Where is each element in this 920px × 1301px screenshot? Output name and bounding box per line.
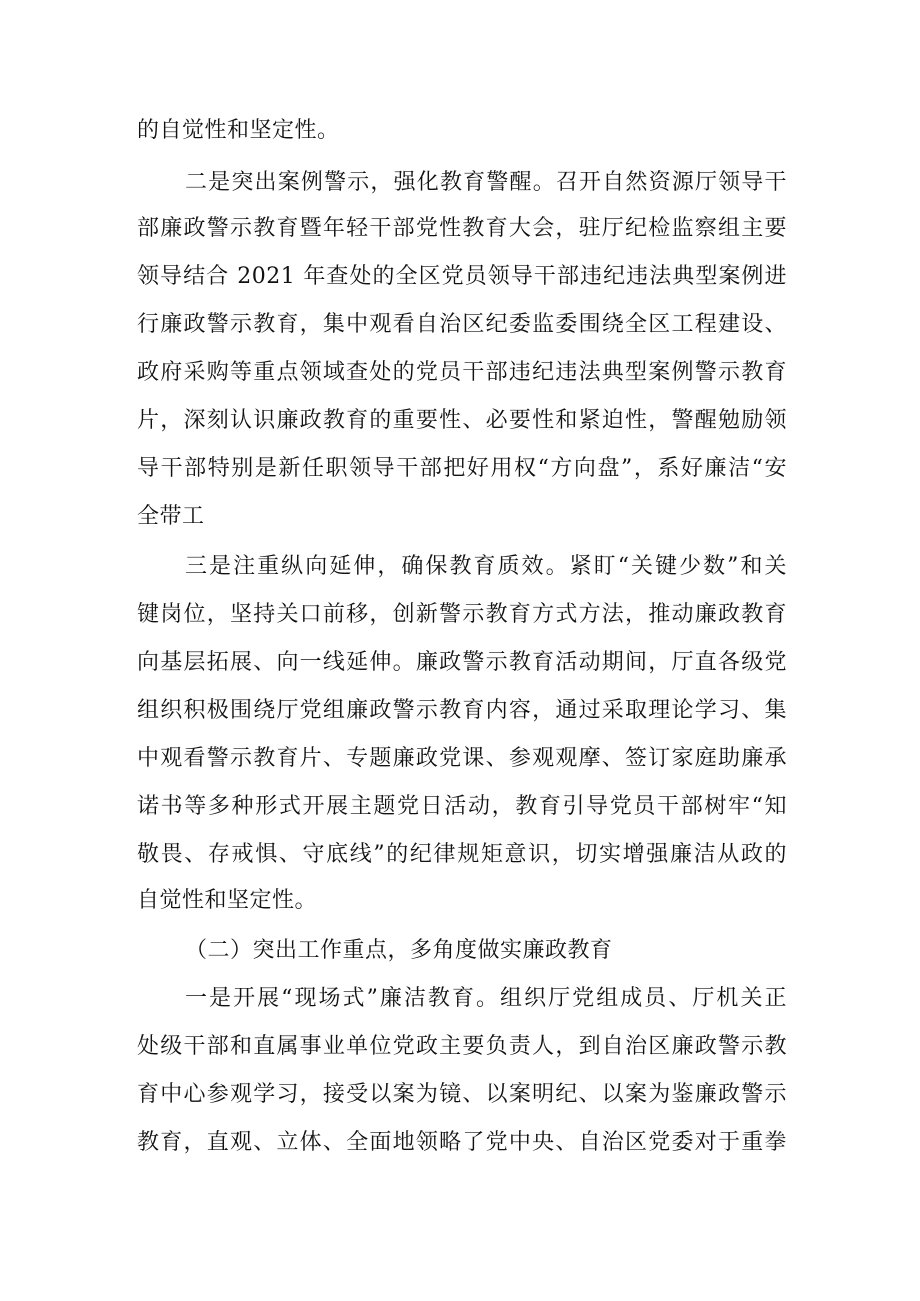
paragraph-line: 部廉政警示教育暨年轻干部党性教育大会，驻厅纪检监察组主要: [137, 216, 787, 241]
paragraph-line: 的自觉性和坚定性。: [137, 118, 340, 143]
paragraph-line: 行廉政警示教育，集中观看自治区纪委监委围绕全区工程建设、: [137, 312, 787, 337]
paragraph-line: 二是突出案例警示，强化教育警醒。召开自然资源厅领导干: [185, 170, 787, 195]
paragraph-line: 领导结合 2021 年查处的全区党员领导干部违纪违法典型案例进: [137, 264, 787, 289]
paragraph-line: 一是开展“现场式”廉洁教育。组织厅党组成员、厅机关正: [185, 986, 787, 1011]
paragraph-line: 向基层拓展、向一线延伸。廉政警示教育活动期间，厅直各级党: [137, 650, 787, 675]
paragraph-line: 中观看警示教育片、专题廉政党课、参观观摩、签订家庭助廉承: [137, 746, 787, 771]
paragraph-line: 导干部特别是新任职领导干部把好用权“方向盘”，系好廉洁“安: [137, 456, 787, 481]
paragraph-line: 组织积极围绕厅党组廉政警示教育内容，通过采取理论学习、集: [137, 698, 787, 723]
paragraph-line: 片，深刻认识廉政教育的重要性、必要性和紧迫性，警醒勉励领: [137, 408, 787, 433]
paragraph-line: 自觉性和坚定性。: [137, 888, 318, 913]
paragraph-line: 键岗位，坚持关口前移，创新警示教育方式方法，推动廉政教育: [137, 602, 787, 627]
paragraph-line: 教育，直观、立体、全面地领略了党中央、自治区党委对于重拳: [137, 1130, 787, 1155]
paragraph-line: 诺书等多种形式开展主题党日活动，教育引导党员干部树牢“知: [137, 794, 787, 819]
section-heading: （二）突出工作重点，多角度做实廉政教育: [185, 938, 613, 963]
paragraph-line: 处级干部和直属事业单位党政主要负责人，到自治区廉政警示教: [137, 1034, 787, 1059]
paragraph-line: 全带工: [137, 504, 205, 529]
paragraph-line: 敬畏、存戒惧、守底线”的纪律规矩意识，切实增强廉洁从政的: [137, 842, 787, 867]
paragraph-line: 三是注重纵向延伸，确保教育质效。紧盯“关键少数”和关: [185, 554, 787, 579]
paragraph-line: 育中心参观学习，接受以案为镜、以案明纪、以案为鉴廉政警示: [137, 1082, 787, 1107]
paragraph-line: 政府采购等重点领域查处的党员干部违纪违法典型案例警示教育: [137, 360, 787, 385]
